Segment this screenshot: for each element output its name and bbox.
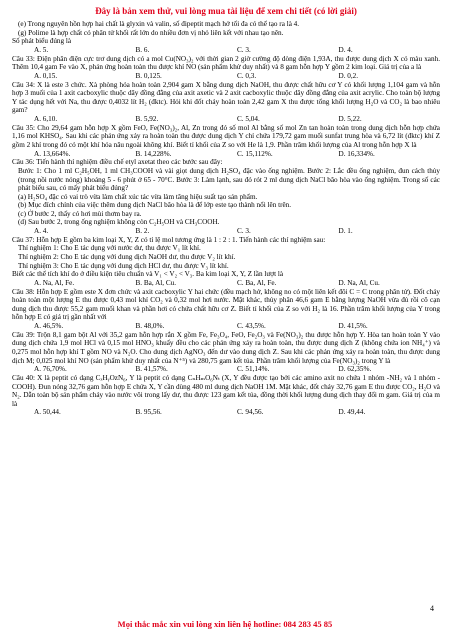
answer-option: D. 0,2. xyxy=(338,71,359,80)
answer-option: B. 0,125. xyxy=(135,71,162,80)
text-line: Thí nghiệm 1: Cho E tác dụng với nước dư, thu được V₁ lít khí. xyxy=(18,244,201,253)
answer-options xyxy=(12,115,440,124)
answer-option: C. Ba, Al, Fe. xyxy=(237,278,277,287)
answer-option: C. 94,56. xyxy=(237,408,264,417)
text-line: Thí nghiệm 3: Cho E tác dụng với dung dịch HCl dư, thu được V₃ lít khí. xyxy=(18,261,229,270)
text-line: (d) Sau bước 2, trong ống nghiệm không còn C₂H₅OH và CH₃COOH. xyxy=(18,218,220,227)
text-line: Biết các thể tích khí đo ở điều kiện tiêu chuẩn và V₁ < V₂ < V₃. Ba kim loại X, Y, Z lần lượt là xyxy=(12,270,284,279)
question-stem: Câu 34: X là este 3 chức. Xà phòng hóa hoàn toàn 2,904 gam X bằng dung dịch NaOH, thu được chất hữu cơ Y có khối lượng 1,104 gam và hỗn hợp 3 muối của 1 axit cacboxylic thuộc dãy đồng đẳng của axit axetic và 2 axit cacboxylic thuộc dãy đồng đẳng của axit acrylic. Cho toàn bộ lượng Y tác dụng hết với Na, thu được 0,4032 lít H₂ (đktc). Hỏi khi đốt cháy hoàn toàn 2,42 gam X thu được tổng khối lượng H₂O và CO₂ là bao nhiêu gam? xyxy=(12,80,440,115)
answer-option: A. 46,5%. xyxy=(34,322,64,330)
answer-option: B. 6. xyxy=(135,45,150,54)
answer-option: C. 15,112%. xyxy=(237,149,273,158)
answer-option: B. 95,56. xyxy=(135,408,162,417)
answer-option: C. 3. xyxy=(237,45,251,54)
answer-option: D. 62,35%. xyxy=(338,365,372,374)
answer-option: B. 2. xyxy=(135,227,150,236)
preview-banner: Đây là bản xem thử, vui lòng mua tài liệu để xem chi tiết (có lời giải) xyxy=(95,6,357,16)
text-line: Bước 1: Cho 1 ml C₂H₅OH, 1 ml CH₃COOH và vài giọt dung dịch H₂SO₄ đặc vào ống nghiệm. Bước 2: Lắc đều ống nghiệm, đun cách thủy (trong nồi nước nóng) khoảng 5 - 6 phút ở 65 - 70°C. Bước 3: Làm lạnh, sau đó rót 2 ml dung dịch NaCl bão hòa vào ống nghiệm. Trong số các phát biểu sau, có mấy phát biểu đúng? xyxy=(18,166,440,193)
answer-options xyxy=(12,150,440,159)
text-line: (g) Polime là hợp chất có phân tử khối rất lớn do nhiều đơn vị nhỏ liên kết với nhau tạo nên. xyxy=(18,28,284,37)
question-stem: Câu 36: Tiến hành thí nghiệm điều chế etyl axetat theo các bước sau đây: xyxy=(12,158,223,167)
question-content xyxy=(12,20,440,417)
text-line: Số phát biểu đúng là xyxy=(12,37,72,46)
answer-option: C. 5,04. xyxy=(237,114,260,123)
answer-option: D. 49,44. xyxy=(338,408,366,417)
answer-options xyxy=(12,365,440,374)
question-stem: Câu 35: Cho 29,64 gam hỗn hợp X gồm FeO, Fe(NO₃)₂, Al, Zn trong đó số mol Al bằng số mol Zn tan hoàn toàn trong dung dịch hỗn hợp chứa 1,16 mol KHSO₄. Sau khi các phản ứng xảy ra hoàn toàn thu được dung dịch Y chỉ chứa 179,72 gam muối sunfat trung hòa và 6,72 lít (đktc) khí Z gồm 2 khí trong đó có một khí hóa nâu ngoài không khí. Biết tỉ khối của Z so với He là 1,9. Phần trăm khối lượng của Al trong hỗn hợp X là xyxy=(12,123,440,149)
answer-option: A. 13,664%. xyxy=(34,149,71,158)
answer-option: B. 48,0%. xyxy=(135,322,165,330)
answer-options xyxy=(12,72,440,81)
question-stem: Câu 39: Trộn 8,1 gam bột Al với 35,2 gam hỗn hợp rắn X gồm Fe, Fe₃O₄, FeO, Fe₂O₃ và Fe(NO₃)₂ thu được hỗn hợp Y. Hòa tan hoàn toàn Y vào dung dịch chứa 1,9 mol HCl và 0,15 mol HNO₃ khuấy đều cho các phản ứng xảy ra hoàn toàn, thu được dung dịch Z (không chứa ion NH₄⁺) và 0,275 mol hỗn hợp khí T gồm NO và N₂O. Cho dung dịch AgNO₃ đến dư vào dung dịch Z. Sau khi các phản ứng xảy ra hoàn toàn, thu được dung dịch M; 0,025 mol khí NO (sản phẩm khử duy nhất của N⁺⁵) và 280,75 gam kết tủa. Phần trăm khối lượng của Fe(NO₃)₂ trong Y là xyxy=(12,330,440,365)
answer-option: A. 4. xyxy=(34,227,49,236)
answer-option: D. 5,22. xyxy=(338,114,362,123)
text-line: Thí nghiệm 2: Cho E tác dụng với dung dịch NaOH dư, thu được V₂ lít khí. xyxy=(18,253,236,262)
hotline-banner: Mọi thắc mắc xin vui lòng xin liên hệ hotline: 084 283 45 85 xyxy=(117,619,333,629)
answer-option: D. Na, Al, Cu. xyxy=(338,278,380,287)
answer-option: A. 50,44. xyxy=(34,408,61,417)
answer-options xyxy=(12,227,440,236)
answer-option: B. 41,57%. xyxy=(135,365,168,374)
answer-option: B. Ba, Al, Cu. xyxy=(135,278,177,287)
question-stem: Câu 33: Điện phân điện cực trơ dung dịch có a mol Cu(NO₃)₂ với thời gian 2 giờ cường độ dòng điện 1,93A, thu được dung dịch X có màu xanh. Thêm 10,4 gam Fe vào X, phản ứng hoàn toàn thu được khí NO (sản phẩm khử duy nhất) và 8 gam hỗn hợp Y gồm 2 kim loại. Giá trị của a là xyxy=(12,54,440,72)
question-stem: Câu 37: Hỗn hợp E gồm ba kim loại X, Y, Z có tỉ lệ mol tương ứng là 1 : 2 : 1. Tiến hành các thí nghiệm sau: xyxy=(12,235,326,244)
answer-options xyxy=(12,322,440,331)
answer-option: C. 3. xyxy=(237,227,251,236)
answer-option: D. 16,334%. xyxy=(338,149,375,158)
answer-option: A. 6,10. xyxy=(34,114,58,123)
answer-option: B. 14,228%. xyxy=(135,149,172,158)
answer-option: C. 0,3. xyxy=(237,71,257,80)
answer-option: A. 0,15. xyxy=(34,71,58,80)
answer-options xyxy=(12,408,440,417)
answer-option: A. Na, Al, Fe. xyxy=(34,278,75,287)
text-line: (a) H₂SO₄ đặc có vai trò vừa làm chất xúc tác vừa làm tăng hiệu suất tạo sản phẩm. xyxy=(18,192,258,201)
answer-option: A. 76,70%. xyxy=(34,365,67,374)
text-line: (b) Mục đích chính của việc thêm dung dịch NaCl bão hòa là để lớp este tạo thành nổi lên trên. xyxy=(18,201,292,210)
text-line: (c) Ở bước 2, thấy có hơi mùi thơm bay ra. xyxy=(18,209,142,218)
page-number: 4 xyxy=(430,604,434,613)
question-stem: Câu 40: X là peptit có dạng CₓHᵧOzN₆, Y là peptit có dạng CₙHₘO₆Nₜ (X, Y đều được tạo bởi các amino axit no chứa 1 nhóm -NH₂ và 1 nhóm -COOH). Đun nóng 32,76 gam hỗn hợp E chứa X, Y cần dùng 480 ml dung dịch NaOH 1M. Mặt khác, đốt cháy 32,76 gam E thu được CO₂, H₂O và N₂. Dẫn toàn bộ sản phẩm cháy vào nước vôi trong lấy dư, thu được 123 gam kết tủa, đồng thời khối lượng dung dịch thay đổi m gam. Giá trị của m là xyxy=(12,373,440,408)
answer-options xyxy=(12,279,440,288)
text-line: (e) Trong nguyên hồn hợp hai chất là glyxin và valin, số đipeptit mạch hở tối đa có thể tạo ra là 4. xyxy=(18,20,300,28)
answer-option: A. 5. xyxy=(34,45,49,54)
answer-option: D. 1. xyxy=(338,227,353,236)
answer-option: D. 41,5%. xyxy=(338,322,368,330)
question-stem: Câu 38: Hỗn hợp E gồm este X đơn chức và axit cacboxylic Y hai chức (đều mạch hở, không no có một liên kết đôi C = C trong phân tử). Đốt cháy hoàn toàn một lượng E thu được 0,43 mol khí CO₂ và 0,32 mol hơi nước. Mặt khác, thủy phân 46,6 gam E bằng lượng NaOH vừa đủ rồi cô cạn dung dịch thu được 55,2 gam muối khan và phần hơi có chứa chất hữu cơ Z. Biết tỉ khối của Z so với H₂ là 16. Phần trăm khối lượng của Y trong hỗn hợp E có giá trị gần nhất với xyxy=(12,287,440,322)
answer-option: B. 5,92. xyxy=(135,114,159,123)
answer-options xyxy=(12,46,440,55)
answer-option: D. 4. xyxy=(338,45,353,54)
answer-option: C. 43,5%. xyxy=(237,322,266,330)
answer-option: C. 51,14%. xyxy=(237,365,270,374)
